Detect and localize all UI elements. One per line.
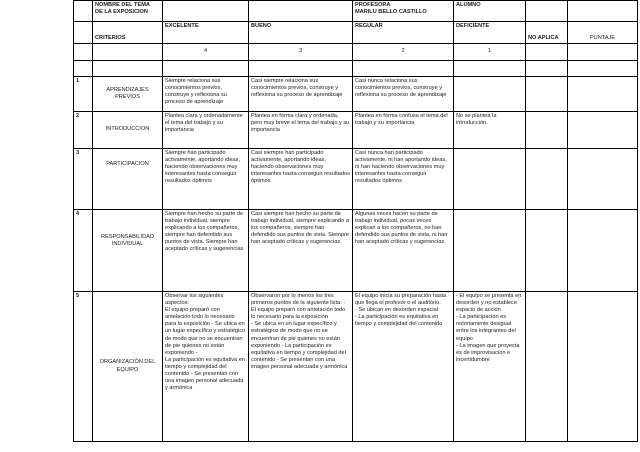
level-excellent: 4 — [163, 44, 249, 61]
criterion-score — [568, 112, 638, 149]
teacher-label: PROFESORA MARILU BELLO CASTILLO — [353, 1, 454, 22]
criterion-deficient — [454, 210, 526, 292]
criterion-name: ORGANIZACIÓN DEL EQUIPO — [93, 292, 163, 442]
criterion-regular: Casi nunca relaciona sus conocimientos previos, construye y reflexiona su proceso de aprendizaje — [353, 77, 454, 112]
criterion-regular: Algunas veces hacen su parte de trabajo individual, pocas veces explican a los compañeros, no han defendido sus puntos de vista, ni han han aceptado críticas y sugerencias — [353, 210, 454, 292]
level-empty-3 — [526, 44, 568, 61]
criterion-excellent: Siempre han hecho su parte de trabajo individual, siempre explicando a los compañeros, siempre han defendido sus puntos de vista. Siempre han aceptado críticas y sugerencias — [163, 210, 249, 292]
criterion-row — [74, 292, 638, 442]
column-header-empty — [74, 22, 93, 44]
good-column-header: BUENO — [249, 22, 353, 44]
topic-value-cell — [163, 1, 249, 22]
criterion-not-applicable — [526, 292, 568, 442]
criterion-good: Plantea en forma clara y ordenada, pero muy breve el tema del trabajo y su importancia — [249, 112, 353, 149]
criterion-good: Casi siempre han participado activamente, aportando ideas, haciendo observaciones muy interesantes hasta conseguir resultados óptimos — [249, 149, 353, 210]
criterion-number: 2 — [74, 112, 93, 149]
not-applicable-column-header: NO APLICA — [526, 22, 568, 44]
deficient-column-header: DEFICIENTE — [454, 22, 526, 44]
topic-label: NOMBRE DEL TEMA DE LA EXPOSICION — [93, 1, 163, 22]
spacer-row — [74, 61, 638, 77]
criterion-name: PARTICIPACION — [93, 149, 163, 210]
level-regular: 2 — [353, 44, 454, 61]
regular-column-header: REGULAR — [353, 22, 454, 44]
criterion-excellent: Siempre han participado activamente, aportando ideas, haciendo observaciones muy interesantes hasta conseguir resultados óptimos — [163, 149, 249, 210]
criterion-excellent: Observar los siguientes aspectos: El equipo preparó con antelación todo lo necesario para la exposición - Se ubica en un lugar específico y estratégico de modo que no se encuentran de pie quienes no están exponiendo - La participación es equitativa en tiempo y complejidad del contenido - Se presentan con una imagen personal adecuada y armónica — [163, 292, 249, 442]
evaluation-rubric-table — [73, 0, 638, 442]
criterion-number: 1 — [74, 77, 93, 112]
level-empty-1 — [74, 44, 93, 61]
criterion-deficient — [454, 77, 526, 112]
criterion-score — [568, 149, 638, 210]
criterion-number: 4 — [74, 210, 93, 292]
level-deficient: 1 — [454, 44, 526, 61]
score-column-header: PUNTAJE — [568, 22, 638, 44]
criterion-excellent: Siempre relaciona sus conocimientos previos, construye y reflexiona su proceso de aprendizaje — [163, 77, 249, 112]
criterion-score — [568, 210, 638, 292]
criterion-name: INTRODUCCION — [93, 112, 163, 149]
student-label: ALUMNO — [454, 1, 526, 22]
criteria-column-header: CRITERIOS — [93, 22, 163, 44]
criterion-name: APRENDIZAJES PREVIOS — [93, 77, 163, 112]
student-value-cell-2 — [568, 1, 638, 22]
criterion-regular: Casi nunca han participado activamente, ni han aportando ideas, ni han haciendo observaciones muy interesantes hasta conseguir resultados óptimos — [353, 149, 454, 210]
criterion-score — [568, 77, 638, 112]
criterion-not-applicable — [526, 112, 568, 149]
level-good: 3 — [249, 44, 353, 61]
criterion-score — [568, 292, 638, 442]
criterion-number: 3 — [74, 149, 93, 210]
criterion-row — [74, 112, 638, 149]
level-empty-4 — [568, 44, 638, 61]
criterion-name: RESPONSABILIDAD INDIVIDUAL — [93, 210, 163, 292]
criterion-not-applicable — [526, 210, 568, 292]
criterion-deficient: No se plantea la introducción. — [454, 112, 526, 149]
criterion-regular: Plantea en forma confusa el tema del trabajo y su importancia — [353, 112, 454, 149]
header-row — [74, 1, 638, 22]
excellent-column-header: EXCELENTE — [163, 22, 249, 44]
topic-value-cell-2 — [249, 1, 353, 22]
criterion-deficient: - El equipo se presenta en desorden y no establece espacio de acción - La participación es notoriamente desigual entre los integrantes del equipo - La imagen que proyecta es de improvisación e incertidumbre — [454, 292, 526, 442]
criterion-good: Casi siempre relaciona sus conocimientos previos, construye y reflexiona su proceso de aprendizaje — [249, 77, 353, 112]
criterion-not-applicable — [526, 149, 568, 210]
criterion-not-applicable — [526, 77, 568, 112]
criterion-row — [74, 149, 638, 210]
criterion-regular: El equipo inicia su preparación hasta que llega el profesor o el auditorio. - Se ubican en desorden espacial - La participación es equitativa en tiempo y complejidad del contenido — [353, 292, 454, 442]
criterion-row — [74, 77, 638, 112]
criterion-number: 5 — [74, 292, 93, 442]
criterion-row — [74, 210, 638, 292]
criterion-deficient — [454, 149, 526, 210]
column-header-row — [74, 22, 638, 44]
header-empty-cell — [74, 1, 93, 22]
criterion-excellent: Plantea clara y ordenadamente el tema del trabajo y su importancia — [163, 112, 249, 149]
criterion-good: Observaron por lo menos los tres primeros puntos de la siguiente lista: - El equipo preparó con antelación todo lo necesario para la exposición - Se ubica en un lugar específico y estratégico de modo que no se encuentran de pié quienes no están exponiendo - La participación es equitativa en tiempo y complejidad del contenido - Se presentan con una imagen personal adecuada y armónica — [249, 292, 353, 442]
level-number-row — [74, 44, 638, 61]
criterion-good: Casi siempre han hecho su parte de trabajo individual, siempre explicando a los compañeros, siempre han defendido sus puntos de vista. Siempre han aceptado críticas y sugerencias — [249, 210, 353, 292]
student-value-cell — [526, 1, 568, 22]
level-empty-2 — [93, 44, 163, 61]
